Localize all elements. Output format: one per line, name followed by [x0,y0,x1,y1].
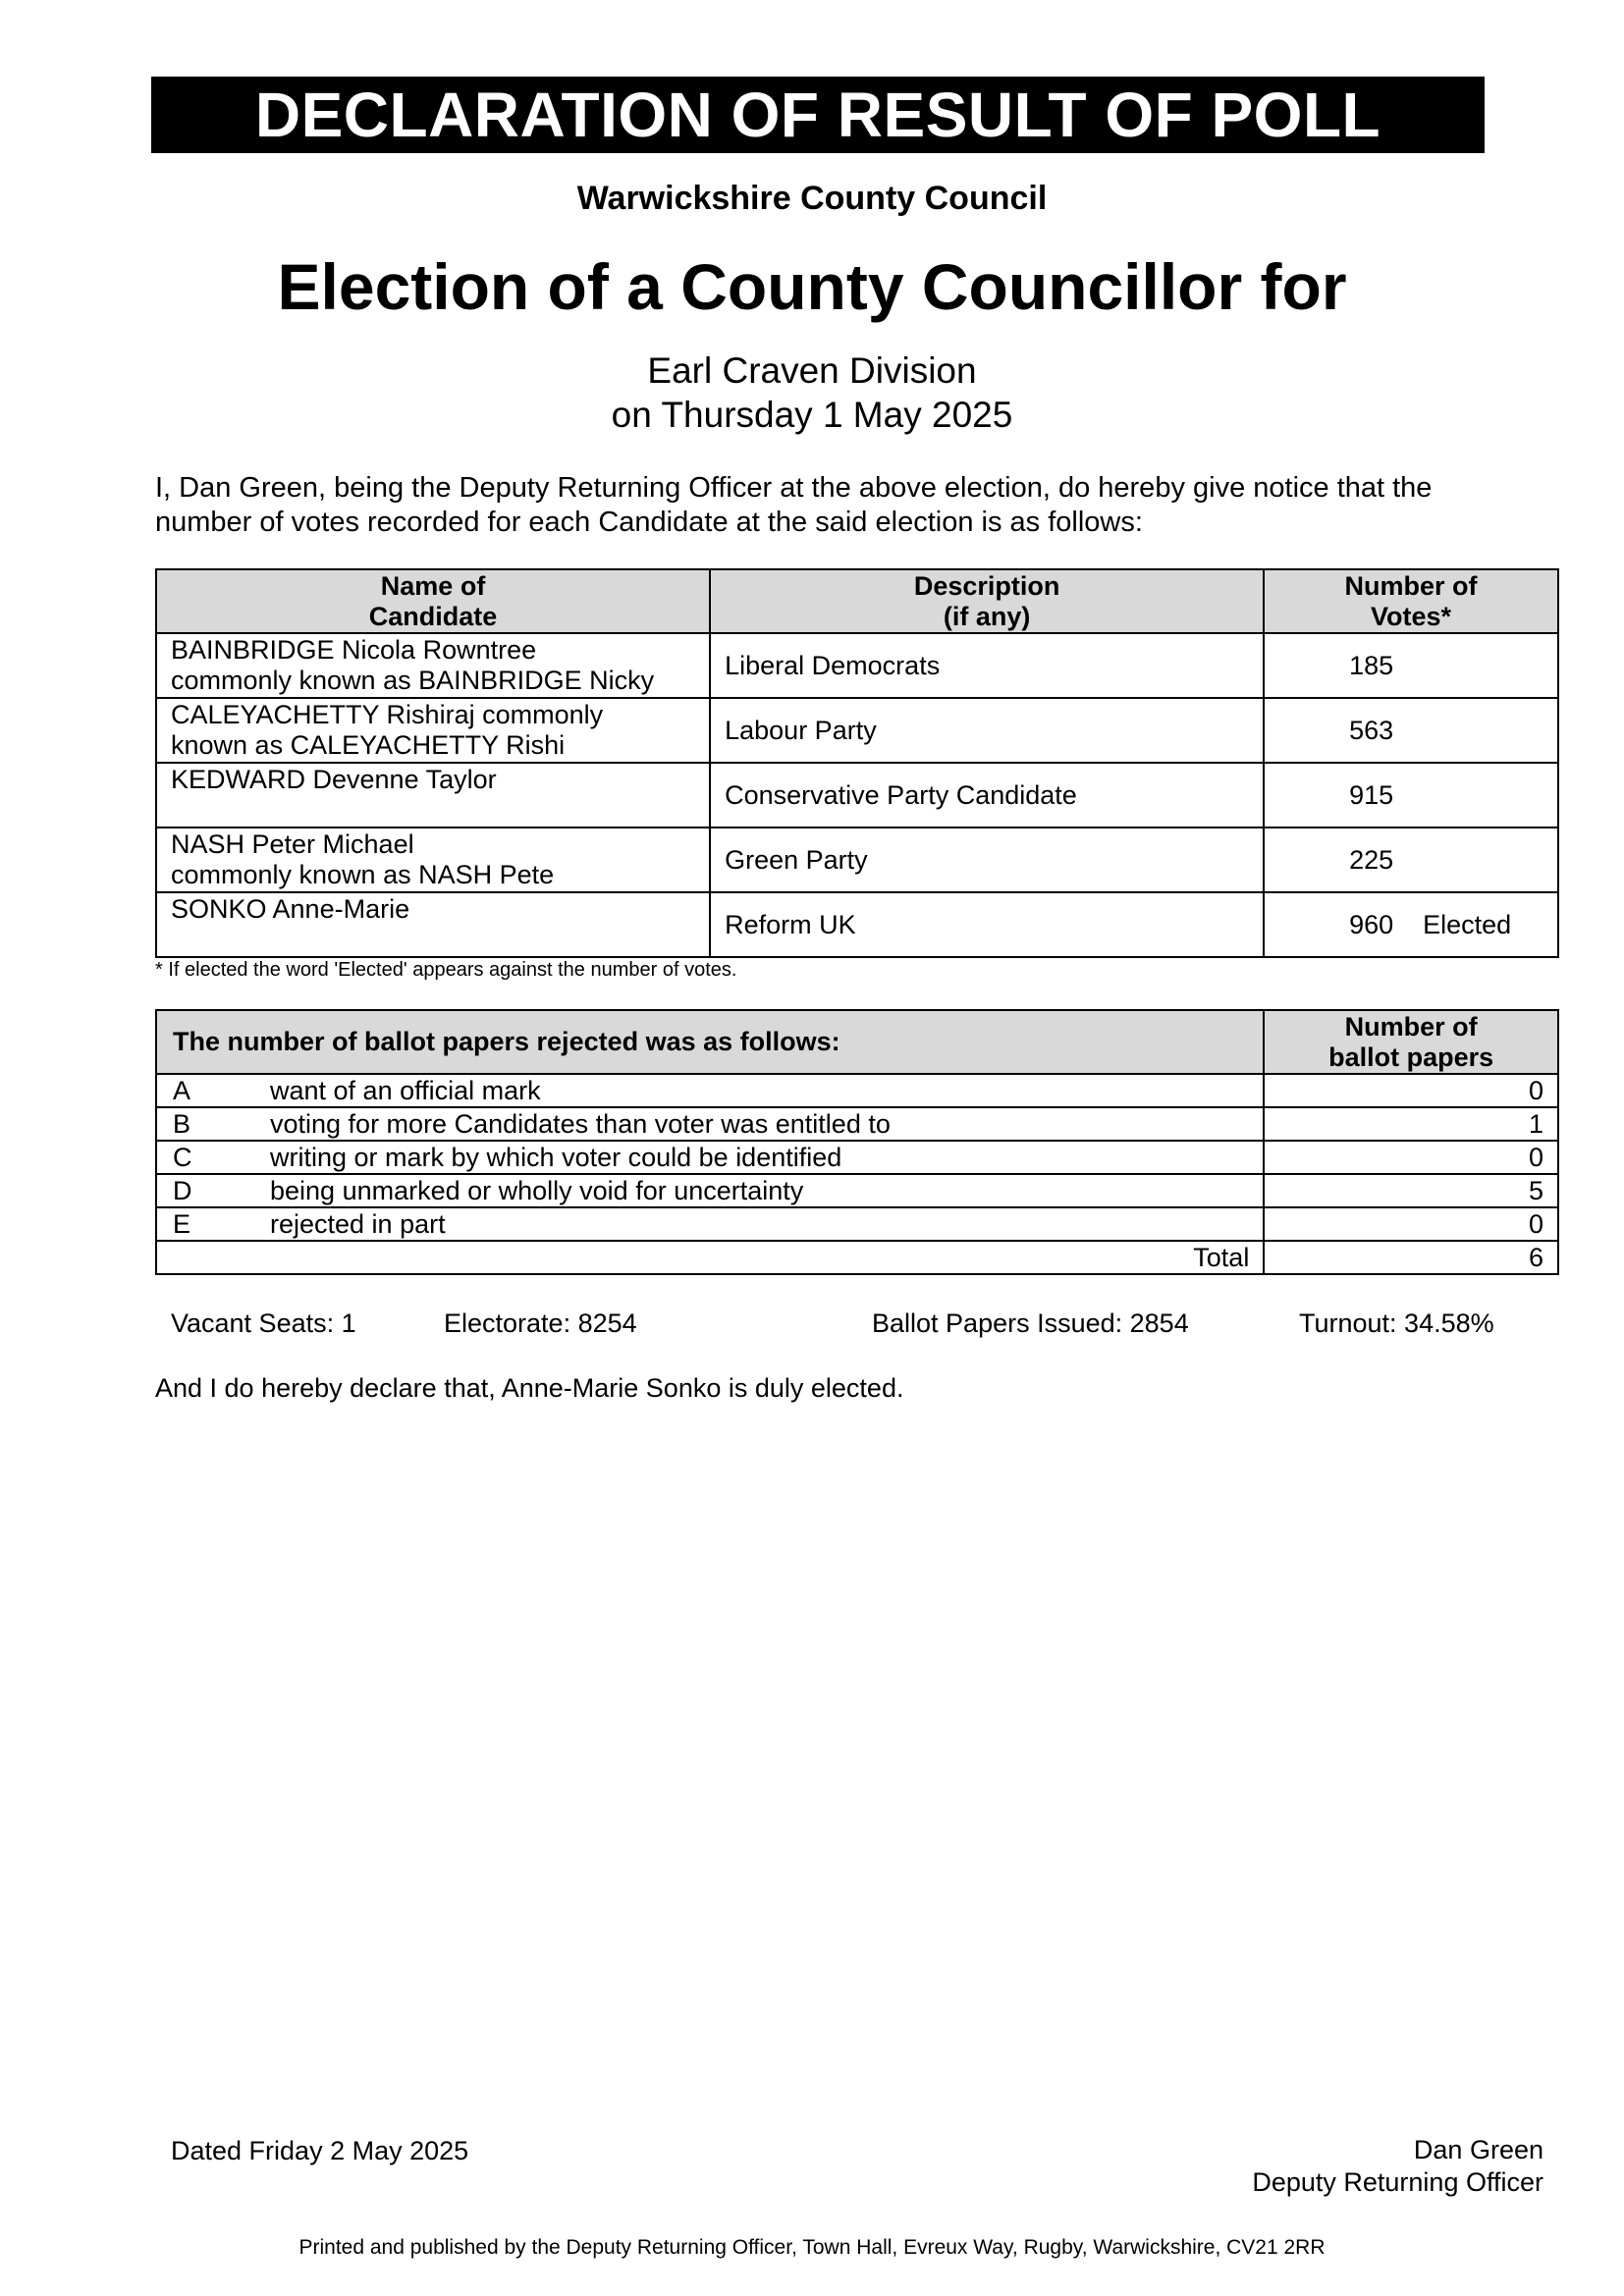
imprint-line: Printed and published by the Deputy Returning Officer, Town Hall, Evreux Way, Rugby, Warwickshire, CV21 2RR [298,2236,1326,2259]
rejection-count: 0 [1264,1074,1558,1107]
total-label: Total [156,1241,1264,1274]
rejected-ballots-table [155,1009,1559,1275]
table-row [156,892,1558,957]
council-name: Warwickshire County Council [576,180,1048,217]
rejection-count: 0 [1264,1207,1558,1241]
table-row [156,698,1558,763]
rejection-reason: A want of an official mark [156,1074,1264,1107]
candidate-name: SONKO Anne-Marie [156,892,710,957]
candidate-description: Reform UK [710,892,1264,957]
declaration-banner: DECLARATION OF RESULT OF POLL [151,77,1485,153]
signer-title: Deputy Returning Officer [1252,2167,1543,2197]
candidate-description: Green Party [710,828,1264,892]
rejection-count: 5 [1264,1174,1558,1207]
candidate-votes: 225 [1264,828,1558,892]
rejection-count: 0 [1264,1141,1558,1174]
declaration-text: And I do hereby declare that, Anne-Marie Sonko is duly elected. [155,1373,904,1403]
table-row [156,828,1558,892]
name-column-header: Name of Candidate [156,569,710,633]
turnout: Turnout: 34.58% [1299,1308,1494,1338]
rejection-reason: B voting for more Candidates than voter was entitled to [156,1107,1264,1141]
table-row [156,1174,1558,1207]
rejected-table-header [156,1010,1558,1074]
signature-block [1252,2134,1543,2199]
candidate-votes: 563 [1264,698,1558,763]
rejection-reason: E rejected in part [156,1207,1264,1241]
candidate-votes: 915 [1264,763,1558,828]
total-count: 6 [1264,1241,1558,1274]
election-title: Election of a County Councillor for [277,250,1347,323]
description-column-header: Description (if any) [710,569,1264,633]
rejection-reason: C writing or mark by which voter could be identified [156,1141,1264,1174]
table-row [156,1074,1558,1107]
votes-footnote: * If elected the word 'Elected' appears against the number of votes. [155,959,737,981]
ballot-papers-issued: Ballot Papers Issued: 2854 [872,1308,1189,1338]
candidate-name: NASH Peter Michael commonly known as NASH Pete [156,828,710,892]
table-row [156,633,1558,698]
total-row [156,1241,1558,1274]
candidate-description: Labour Party [710,698,1264,763]
candidate-description: Liberal Democrats [710,633,1264,698]
candidate-description: Conservative Party Candidate [710,763,1264,828]
electorate: Electorate: 8254 [444,1308,637,1338]
candidate-name: BAINBRIDGE Nicola Rowntree commonly known as BAINBRIDGE Nicky [156,633,710,698]
poll-date: on Thursday 1 May 2025 [611,395,1013,435]
vacant-seats: Vacant Seats: 1 [171,1308,356,1338]
dated-line: Dated Friday 2 May 2025 [171,2136,469,2165]
rejection-reason: D being unmarked or wholly void for uncertainty [156,1174,1264,1207]
elected-marker: Elected [1423,909,1512,939]
ballot-count-header: Number of ballot papers [1264,1010,1558,1074]
candidate-votes: 960 Elected [1264,892,1558,957]
division-name: Earl Craven Division [647,350,977,391]
rejected-heading: The number of ballot papers rejected was as follows: [156,1010,1264,1074]
signer-name: Dan Green [1413,2135,1543,2164]
rejection-count: 1 [1264,1107,1558,1141]
candidate-votes: 185 [1264,633,1558,698]
candidate-name: CALEYACHETTY Rishiraj commonly known as CALEYACHETTY Rishi [156,698,710,763]
votes-column-header: Number of Votes* [1264,569,1558,633]
candidate-table [155,568,1559,958]
candidate-name: KEDWARD Devenne Taylor [156,763,710,828]
table-row [156,763,1558,828]
table-row [156,1141,1558,1174]
notice-text: I, Dan Green, being the Deputy Returning Officer at the above election, do hereby give notice that the number of votes recorded for each Candidate at the said election is as follows: [155,472,1433,538]
table-row [156,1107,1558,1141]
candidate-table-header [156,569,1558,633]
table-row [156,1207,1558,1241]
